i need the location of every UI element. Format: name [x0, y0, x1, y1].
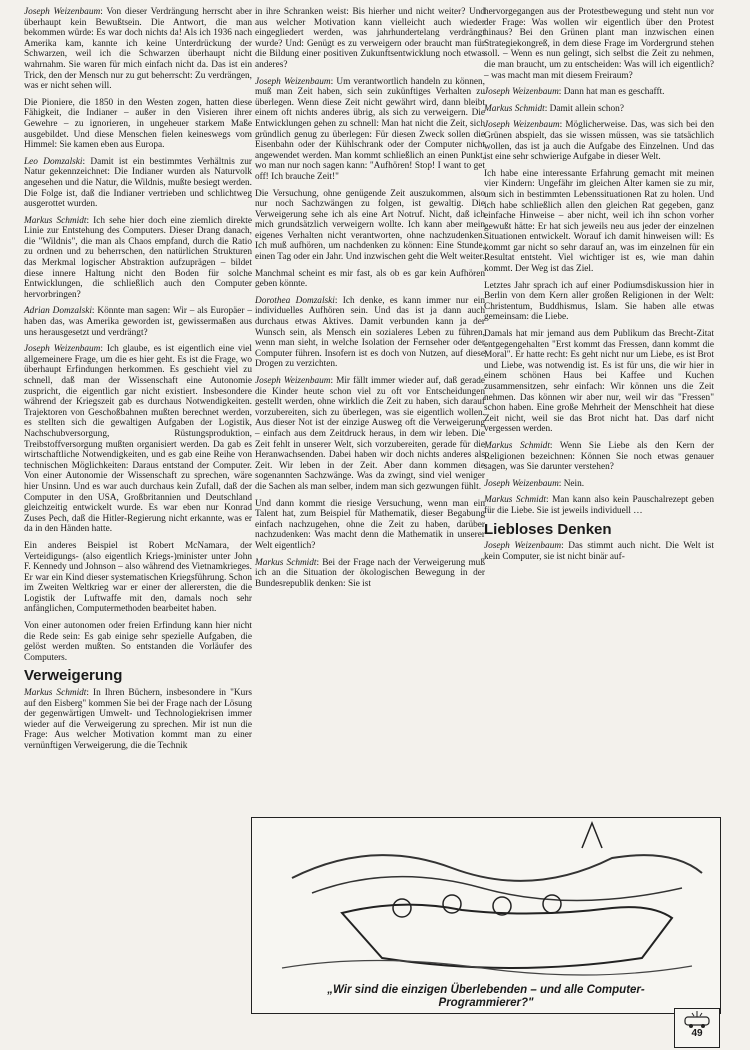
paragraph: [484, 541, 714, 562]
paragraph: [484, 281, 714, 323]
paragraph: [484, 87, 714, 98]
paragraph-text: Manchmal scheint es mir fast, als ob es gar kein Aufhören geben könnte.: [255, 268, 485, 290]
paragraph-text: in ihre Schranken weist: Bis hierher und nicht weiter? Und aus welcher Motivation kann vielleicht auch wieder eingegliedert werden, was jahrhundertelang verdrängt wurde? Und: Genügt es zu verweigern oder braucht man für die Bildung einer positiven Zukunftsentwicklung noch etwas anderes?: [255, 7, 485, 70]
paragraph: [255, 7, 485, 71]
paragraph-text: Ich denke, es kann immer nur ein individuelles Aufhören sein. Und das ist ja dann auch durchaus etwas Aktives. Damit verbunden kann ja der Wunsch sein, als Mensch ein sozialeres Leben zu führen, wenn man sieht, in welche Isolation der Fernseher oder der Computer führen. Insofern ist es doch von Nutzen, auf diese Drogen zu verzichten.: [255, 295, 485, 370]
paragraph: [484, 329, 714, 435]
paragraph-text: hervorgegangen aus der Protestbewegung und steht nun vor der Frage: Was wollen wir eigentlich über den Protest hinaus? Bei den Grünen plant man inzwischen einen Strategiekongreß, in dem diese Frage im Vordergrund stehen soll. – Wenn es nun gelingt, sich selbst die Zeit zu nehmen, die man braucht, um zu entscheiden: Was will ich eigentlich? – was macht man mit diesem Freiraum?: [484, 7, 714, 81]
paras-1: [24, 7, 252, 663]
speaker-name: Markus Schmidt :: [24, 216, 93, 226]
paras-3: [484, 7, 714, 517]
speaker-name: Joseph Weizenbaum :: [484, 87, 564, 97]
paragraph-text: Mir fällt immer wieder auf, daß gerade die Kinder heute schon viel zu oft vor Entscheidungen gestellt werden, ohne wirklich die Zeit zu haben, sich darauf vorzubereiten, sich zu überlegen, was sie eigentlich wollen. Aus dieser Not ist der einzige Ausweg oft die Verweigerung – einfach aus dem Zeitdruck heraus, in dem wir leben. Die Zeit fehlt in unserer Welt, sich vorzubereiten, gerade für die Heranwachsenden. Dabei haben wir doch nichts anderes als Zeit. Wir leben in der Zeit. Aber dann kommen die sogenannten Sachzwänge. Was da zwingt, sind viel weniger die Sachen als man selber, indem man sich gezwungen fühlt.: [255, 376, 485, 492]
paragraph: [24, 98, 252, 151]
speaker-name: Markus Schmidt :: [484, 495, 552, 505]
paras-1b: [24, 688, 252, 752]
paragraph: [484, 120, 714, 162]
speaker-name: Joseph Weizenbaum :: [24, 344, 107, 354]
paragraph-text: Man kann also kein Pauschalrezept geben für die Liebe. Sie ist jeweils individuell …: [484, 495, 714, 516]
paragraph-text: Von einer autonomen oder freien Erfindung kann hier nicht die Rede sein: Es gab einige sehr spezielle Aufgaben, die gelöst werden mußten. So entstanden die Vorläufer des Computers.: [24, 621, 252, 663]
column-middle: [255, 7, 485, 595]
paragraph: [255, 269, 485, 290]
paragraph: [255, 189, 485, 263]
paragraph: [484, 495, 714, 516]
speaker-name: Adrian Domzalski :: [24, 306, 97, 316]
paragraph-text: Könnte man sagen: Wir – als Europäer – haben das, was Amerika geworden ist, gewissermaßen aus uns herausgesetzt und verdrängt?: [24, 306, 252, 338]
speaker-name: Joseph Weizenbaum :: [484, 120, 565, 130]
paragraph-text: In Ihren Büchern, insbesondere in "Kurs auf den Eisberg" kommen Sie bei der Frage nach der Lösung der gegenwärtigen Umwelt- und Technologiekrisen immer wieder auf die Verweigerung zu sprechen. Mir ist nun die Frage: Aus welcher Motivation kommt man zu einer vernünftigen Verweigerung, die die Technik: [24, 688, 252, 751]
paragraph-text: Von dieser Verdrängung herrscht aber überhaupt kein Bewußtsein. Die Antwort, die man bekommen würde: Es war doch nichts da! Als ich 1936 nach Amerika kam, kannte ich keine Unterdrückung der Schwarzen, weil ich die Schwarzen überhaupt nicht wahrnahm. Sie waren für mich einfach nicht da. Das ist ein Trick, den der Mensch nur zu gut beherrscht: Zu verdrängen, was er nicht sehen will.: [24, 7, 252, 92]
paragraph: [24, 344, 252, 535]
speaker-name: Markus Schmidt :: [484, 441, 560, 451]
paragraph-text: Bei der Frage nach der Verweigerung muß ich an die Situation der ökologischen Bewegung in der Bundesrepublik denken: Sie ist: [255, 557, 485, 589]
column-right: [484, 7, 714, 568]
paragraph: [255, 499, 485, 552]
paragraph-text: Ein anderes Beispiel ist Robert McNamara, der Verteidigungs- (also eigentlich Kriegs-)minister unter John F. Kennedy und Johnson – also während des Vietnamkrieges. Er war ein Kind dieser systematischen Kriegsführung. Schon im Zweiten Weltkrieg war er einer der allerersten, die die Logistik der Luftwaffe mit den, damals noch sehr anfänglichen, Computermethoden bearbeitet haben.: [24, 540, 252, 615]
car-robot-icon: [675, 1009, 719, 1029]
heading-verweigerung: Verweigerung: [24, 667, 123, 685]
paras-2: [255, 7, 485, 589]
paragraph-text: Damit ist ein bestimmtes Verhältnis zur Natur gekennzeichnet: Die Indianer wurden als Naturvolk angesehen und die Natur, die Wildnis, mußte besiegt werden. Die Folge ist, daß die Indianer vertrieben und schlichtweg ausgerottet wurden.: [24, 156, 252, 210]
paragraph: [484, 169, 714, 275]
paragraph: [24, 216, 252, 301]
paragraph: [24, 688, 252, 752]
speaker-name: Markus Schmidt :: [24, 688, 93, 698]
paragraph: [24, 306, 252, 338]
paragraph: [255, 296, 485, 370]
paragraph-text: Letztes Jahr sprach ich auf einer Podiumsdiskussion hier in Berlin von dem Kern aller großen Religionen in der Welt: Christentum, Buddhismus, Islam. Sie haben alle etwas gemeinsam: die Liebe.: [484, 280, 714, 323]
cartoon-caption: „Wir sind die einzigen Überlebenden – und alle Computer-Programmierer?": [327, 984, 645, 1009]
paragraph-text: Möglicherweise. Das, was sich bei den Grünen abspielt, das sie wissen müssen, was sie tatsächlich wollen, das ist ja auch die Aufgabe des Einzelnen. Und das ist eine sehr schwierige Aufgabe in dieser Welt.: [484, 120, 714, 163]
paragraph: [255, 376, 485, 493]
page-number: 49: [691, 1028, 703, 1039]
paragraph: [24, 7, 252, 92]
paragraph-text: Ich habe eine interessante Erfahrung gemacht mit meinen vier Kindern: Ungefähr im gleichen Alter kamen sie zu mir, um sich in bestimmten Lebenssituationen Rat zu holen. Und ich habe schließlich allen den gleichen Rat gegeben, ganz einfache Hinweise – aber nicht, weil ich ihn schon vorher gewußt hätte: Er hat sich jeweils neu aus jeder der einzelnen Situationen entwickelt. Worauf ich damit hinweisen will: Es kommt gar nicht so sehr darauf an, was im einzelnen für ein Resultat entsteht. Viel wichtiger ist es, wie man dahin kommt. Der Weg ist das Ziel.: [484, 168, 714, 275]
speaker-name: Joseph Weizenbaum :: [24, 7, 106, 17]
speaker-name: Joseph Weizenbaum :: [255, 376, 336, 386]
paragraph-text: Die Versuchung, ohne genügende Zeit auszukommen, also nur noch Sachzwängen zu folgen, ist gewaltig. Die Verweigerung sehe ich als eine Art Notruf. Nicht, daß ich mich grundsätzlich verweigern wollte. Ich kann aber mein eigenes Verhalten nicht verantworten, ohne nachzudenken. Ich muß aufhören, um nachdenken zu können: Eine Stunde, einen Tag oder ein Jahr. Und inzwischen geht die Welt weiter.: [255, 188, 485, 263]
speaker-name: Joseph Weizenbaum :: [255, 77, 336, 87]
speaker-name: Joseph Weizenbaum :: [484, 479, 564, 489]
page-number-badge: [674, 1008, 720, 1048]
paragraph-text: Ich sehe hier doch eine ziemlich direkte Linie zur Entstehung des Computers. Dieser Drang danach, die "Wildnis", die man als Chaos empfand, durch die Ratio zu ordnen und zu beherrschen, den natürlichen Strukturen das Merkmal logischer Abstraktion aufzuprägen – bildet diese innere Haltung nicht den Boden für solche Entwicklungen, die schließlich auch den Computer hervorbringen?: [24, 215, 252, 300]
column-left: [24, 7, 252, 758]
heading-liebloses-denken: Liebloses Denken: [484, 520, 612, 538]
paragraph-text: Das stimmt auch nicht. Die Welt ist kein Computer, sie ist nicht binär auf-: [484, 541, 714, 562]
paragraph: [24, 541, 252, 615]
paragraph: [484, 479, 714, 490]
paragraph: [255, 77, 485, 183]
paragraph: [24, 621, 252, 663]
paragraph: [24, 157, 252, 210]
paragraph-text: Um verantwortlich handeln zu können, muß man Zeit haben, sich sein zukünftiges Verhalten zu überlegen. Wenn diese Zeit nicht gewährt wird, dann bleibt einem oft nichts anderes übrig, als sich zu verweigern. Die Entwicklungen gehen zu schnell: Man hat nicht die Zeit, sich gründlich genug zu überlegen: Für diesen Zweck sollen die Eisenbahn oder der Kühlschrank oder der Computer nicht angewendet werden. Man kommt schließlich an einen Punkt, wo man nur noch sagen kann: "Aufhören! Stop! I want to get off! Ich brauche Zeit!": [255, 76, 485, 182]
speaker-name: Markus Schmidt :: [484, 104, 550, 114]
speaker-name: Dorothea Domzalski :: [255, 296, 343, 306]
speaker-name: Joseph Weizenbaum :: [484, 541, 568, 551]
paragraph-text: Nein.: [563, 478, 585, 489]
cartoon-illustration: [251, 817, 721, 1014]
paragraph-text: Die Pioniere, die 1850 in den Westen zogen, hatten diese Fähigkeit, die Indianer – außer in den Visieren ihrer Gewehre – zu ignorieren, in ungeheuer starkem Maße ausgebildet. Und diese Menschen fielen keineswegs vom Himmel: Sie kamen eben aus Europa.: [24, 97, 252, 151]
paragraph-text: Wenn Sie Liebe als den Kern der Religionen bezeichnen: Können Sie noch etwas genauer sagen, was Sie darunter verstehen?: [484, 440, 714, 473]
paragraph-text: Damals hat mir jemand aus dem Publikum das Brecht-Zitat entgegengehalten "Erst kommt das Fressen, dann kommt die Moral". Er hatte recht: Es geht nicht nur um Liebe, es ist Brot und Liebe, was notwendig ist. Es ist für uns, die wir hier in einem schönen Haus bei Kaffee und Kuchen zusammensitzen, sehr einfach: Wir können uns die Zeit nehmen. Das können wir aber nur, weil wir das "Fressen" schon haben. Eine große Mehrheit der Menschheit hat diese Zeit nicht, weil sie das Brot nicht hat. Das darf nicht vergessen werden.: [484, 329, 714, 435]
speaker-name: Markus Schmidt :: [255, 558, 322, 568]
paragraph: [484, 7, 714, 81]
paragraph: [255, 558, 485, 590]
paragraph: [484, 104, 714, 115]
paragraph-text: Ich glaube, es ist eigentlich eine viel allgemeinere Frage, um die es hier geht. Es ist die Frage, wo überhaupt Erfindungen herkommen. Es geschieht viel zu schnell, daß man der Wissenschaft eine Autonomie zuspricht, die eigentlich gar nicht existiert. Insbesondere während der Kriegszeit gab es durchaus Notwendigkeiten. Trajektoren von Geschoßbahnen mußten berechnet werden, es stellten sich die gewaltigen Aufgaben der Logistik, Nachschubversorgung, Rüstungsproduktion, Treibstoffversorgung mußten organisiert werden. Da gab es wirtschaftliche Notwendigkeiten, und es gab eine Reihe von technischen Möglichkeiten: Daraus entstand der Computer. Von einer Autonomie der Wissenschaft zu sprechen, wäre hier Unsinn. Und es war auch durchaus kein Zufall, daß der Computer in den USA, Großbritannien und Deutschland gleichzeitig entwickelt wurde. Es war eben nur Konrad Zuses Pech, daß die Hitler-Regierung nicht erkannte, was er da in den Händen hatte.: [24, 344, 252, 535]
speaker-name: Leo Domzalski :: [24, 157, 90, 167]
paragraph: [484, 441, 714, 473]
paragraph-text: Und dann kommt die riesige Versuchung, wenn man ein Talent hat, zum Beispiel für Mathematik, dieser Begabung einfach nachzugehen, ohne die Zeit zu haben, darüber nachzudenken: Was macht denn die Mathematik in unserer Welt eigentlich?: [255, 498, 485, 551]
paragraph-text: Damit allein schon?: [549, 103, 624, 114]
paras-3b: [484, 541, 714, 562]
paragraph-text: Dann hat man es geschafft.: [563, 87, 665, 98]
